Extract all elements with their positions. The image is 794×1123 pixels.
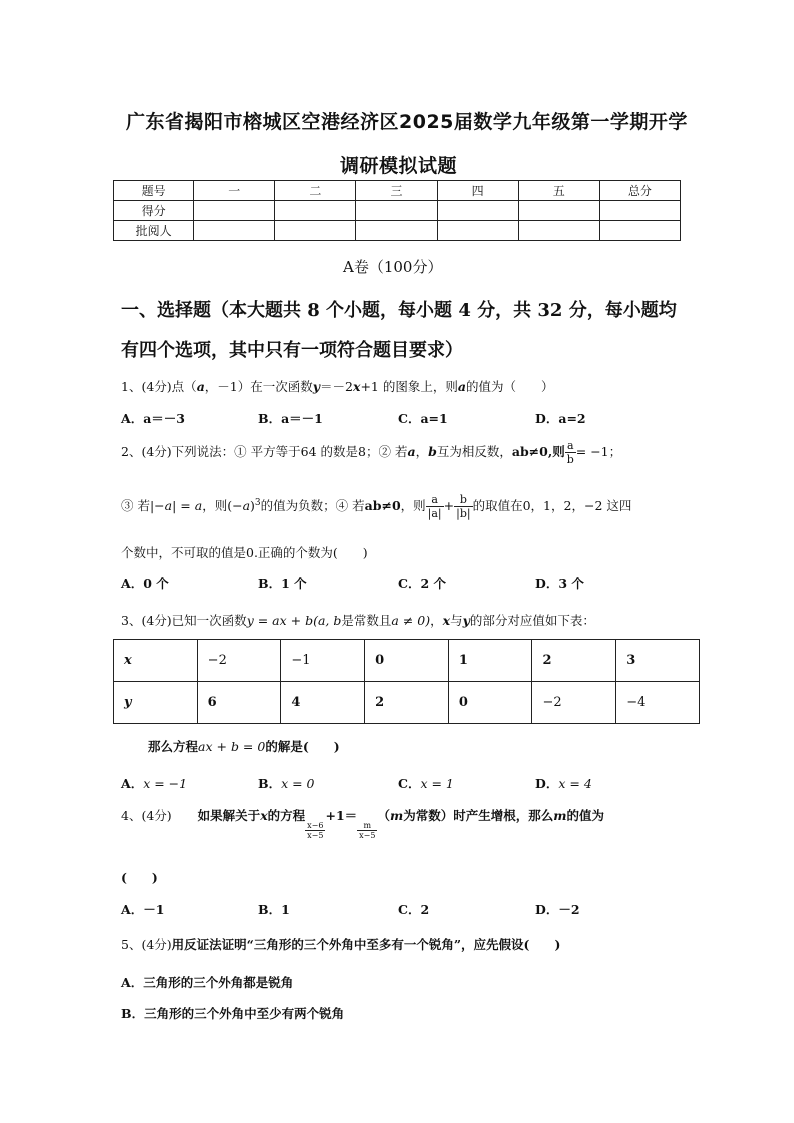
option-label: C． xyxy=(398,776,421,791)
score-header-cell: 二 xyxy=(275,181,356,201)
q2-text: ，则(− xyxy=(202,498,243,514)
score-table-header-row xyxy=(114,181,681,201)
option-text: 2 xyxy=(420,902,430,917)
q1-text: ＝－2 xyxy=(320,379,353,394)
option-label: A． xyxy=(121,776,144,791)
option-text: x = 4 xyxy=(558,776,592,791)
question-number: 4、(4分) xyxy=(121,808,172,823)
option-d[interactable] xyxy=(535,900,580,918)
question-4 xyxy=(121,806,604,840)
option-label: B． xyxy=(258,776,282,791)
q2-text: ，则 xyxy=(400,498,426,514)
option-label: D． xyxy=(535,576,559,591)
q2-text: ③ 若|− xyxy=(121,498,165,514)
score-cell xyxy=(518,221,599,241)
value-cell: 0 xyxy=(365,640,449,682)
option-text: x = 1 xyxy=(420,776,454,791)
value-table xyxy=(113,639,700,724)
q1-text: 的值为（ ） xyxy=(465,379,554,394)
q3-var: y xyxy=(462,613,470,628)
q2-text: ) xyxy=(250,498,255,514)
option-text: －1 xyxy=(143,902,165,917)
q1-text: +1 的图象上，则 xyxy=(360,379,458,394)
option-label: B． xyxy=(258,576,282,591)
score-header-cell: 五 xyxy=(518,181,599,201)
option-b[interactable] xyxy=(121,1004,344,1022)
q3-var: x xyxy=(442,613,451,628)
option-label: C． xyxy=(398,576,421,591)
value-cell: −2 xyxy=(197,640,281,682)
score-cell xyxy=(275,201,356,221)
option-c[interactable] xyxy=(398,900,429,918)
q2-text: ab≠0 xyxy=(364,498,401,514)
q3-text: 那么方程 xyxy=(148,739,199,754)
q3-text: 的解是( ) xyxy=(265,739,340,754)
score-cell xyxy=(437,221,518,241)
option-text: －2 xyxy=(558,902,580,917)
q4-text: 如果解关于 xyxy=(197,808,261,823)
q1-text: 点（ xyxy=(171,379,197,394)
question-5 xyxy=(121,935,560,953)
option-b[interactable] xyxy=(258,409,323,427)
question-4-answer-blank: ( ) xyxy=(121,870,158,885)
q2-exponent: 3 xyxy=(254,498,261,508)
q2-text: = −1； xyxy=(575,444,622,459)
score-cell xyxy=(437,201,518,221)
q2-fraction: $\frac{b}{|b|}$ xyxy=(456,493,471,521)
value-table-row-x xyxy=(114,640,700,682)
value-cell: 0 xyxy=(448,682,532,724)
q1-var: a xyxy=(457,379,466,394)
score-cell xyxy=(599,201,680,221)
q2-var: a xyxy=(242,498,251,514)
option-b[interactable] xyxy=(258,900,290,918)
score-cell xyxy=(275,221,356,241)
q2-fraction: $\frac{a}{|a|}$ xyxy=(427,493,442,521)
option-label: A． xyxy=(121,411,144,426)
q2-text: 的取值在0，1，2，−2 这四 xyxy=(472,498,632,514)
q1-var: x xyxy=(352,379,361,394)
q2-text: 的值为负数；④ 若 xyxy=(260,498,365,514)
value-cell: −4 xyxy=(616,682,700,724)
q1-var: a xyxy=(196,379,205,394)
question-2-line1 xyxy=(121,437,621,467)
score-table xyxy=(113,180,681,241)
option-a[interactable] xyxy=(121,774,187,792)
score-row-label: 批阅人 xyxy=(114,221,194,241)
question-2-line2 xyxy=(121,488,631,521)
score-table-row xyxy=(114,221,681,241)
q4-text: 的值为 xyxy=(566,808,604,823)
section-heading-line2: 有四个选项，其中只有一项符合题目要求） xyxy=(121,340,463,361)
q3-text: 是常数且 xyxy=(341,613,392,628)
q4-var: x xyxy=(260,808,268,823)
page-title-line2: 调研模拟试题 xyxy=(340,155,458,177)
q2-var: a xyxy=(194,498,203,514)
q3-formula: y = ax + b(a, b xyxy=(246,613,342,628)
question-number: 3、(4分) xyxy=(121,613,172,628)
score-header-cell: 总分 xyxy=(599,181,680,201)
value-cell: 3 xyxy=(616,640,700,682)
q4-fraction: $\frac{m}{x-5}$ xyxy=(359,821,376,840)
value-cell: 1 xyxy=(448,640,532,682)
option-label: A． xyxy=(121,576,144,591)
question-number: 2、(4分) xyxy=(121,444,172,459)
option-b[interactable] xyxy=(258,574,307,592)
question-number: 5、(4分) xyxy=(121,937,172,952)
q2-fraction: $\frac{a}{b}$ xyxy=(566,439,574,466)
q3-formula: ax + b = 0 xyxy=(198,739,266,754)
q2-text: 下列说法：① 平方等于64 的数是8；② 若 xyxy=(171,444,408,459)
q3-text: ， xyxy=(430,613,443,628)
q4-text: 的方程 xyxy=(267,808,306,823)
option-text: x = 0 xyxy=(281,776,315,791)
option-label: C． xyxy=(398,411,421,426)
q4-text: 为常数）时产生增根，那么 xyxy=(403,808,554,823)
score-cell xyxy=(599,221,680,241)
value-cell: −1 xyxy=(281,640,365,682)
question-2-line3: 个数中，不可取的值是0.正确的个数为( ) xyxy=(121,545,368,560)
option-a[interactable] xyxy=(121,574,169,592)
score-cell xyxy=(194,221,275,241)
score-header-cell: 四 xyxy=(437,181,518,201)
option-text: 三角形的三个外角中至少有两个锐角 xyxy=(144,1006,345,1021)
option-text: 3 个 xyxy=(558,576,584,591)
q3-formula: a ≠ 0) xyxy=(391,613,431,628)
score-header-cell: 三 xyxy=(356,181,437,201)
q2-text: 互为相反数， xyxy=(436,444,512,459)
q4-fraction: $\frac{x-6}{x-5}$ xyxy=(307,821,324,840)
value-cell: 2 xyxy=(365,682,449,724)
section-heading-line1: 一、选择题（本大题共 8 个小题，每小题 4 分，共 32 分，每小题均 xyxy=(121,300,677,321)
option-label: A． xyxy=(121,902,144,917)
score-row-label: 得分 xyxy=(114,201,194,221)
question-3 xyxy=(121,611,595,629)
q1-var: y xyxy=(312,379,321,394)
score-table-row xyxy=(114,201,681,221)
option-label: D． xyxy=(535,902,559,917)
option-label: D． xyxy=(535,411,559,426)
option-label: C． xyxy=(398,902,421,917)
option-d[interactable] xyxy=(535,409,586,427)
option-text: 1 个 xyxy=(281,576,307,591)
q2-text: + xyxy=(443,498,455,514)
option-text: a=2 xyxy=(558,411,586,426)
option-c[interactable] xyxy=(398,774,454,792)
option-b[interactable] xyxy=(258,774,315,792)
page-title-line1: 广东省揭阳市榕城区空港经济区2025届数学九年级第一学期开学 xyxy=(126,111,688,133)
option-label: B． xyxy=(121,1006,145,1021)
option-c[interactable] xyxy=(398,409,448,427)
question-1 xyxy=(121,377,553,395)
score-header-cell: 题号 xyxy=(114,181,194,201)
q4-text: （ xyxy=(377,808,390,823)
option-text: a＝－3 xyxy=(143,411,186,426)
value-cell: 4 xyxy=(281,682,365,724)
score-cell xyxy=(356,201,437,221)
option-label: B． xyxy=(258,902,282,917)
option-text: 0 个 xyxy=(143,576,169,591)
option-text: a＝－1 xyxy=(281,411,323,426)
question-3-followup xyxy=(148,737,340,755)
question-number: 1、(4分) xyxy=(121,379,172,394)
q2-var: a xyxy=(164,498,173,514)
value-table-label: x xyxy=(114,640,198,682)
option-text: 三角形的三个外角都是锐角 xyxy=(143,975,294,990)
q5-text: 用反证法证明“三角形的三个外角中至多有一个锐角”，应先假设( ) xyxy=(171,937,561,952)
q2-var: a xyxy=(407,444,416,459)
option-label: A． xyxy=(121,975,144,990)
option-c[interactable] xyxy=(398,574,446,592)
option-text: 1 xyxy=(281,902,290,917)
q2-text: | = xyxy=(172,498,195,514)
q1-text: ，－1）在一次函数 xyxy=(204,379,313,394)
option-text: a=1 xyxy=(420,411,448,426)
score-header-cell: 一 xyxy=(194,181,275,201)
option-text: 2 个 xyxy=(420,576,447,591)
score-cell xyxy=(194,201,275,221)
q3-text: 已知一次函数 xyxy=(171,613,247,628)
option-text: x = −1 xyxy=(143,776,188,791)
option-a[interactable] xyxy=(121,973,293,991)
score-cell xyxy=(356,221,437,241)
q2-text: ab≠0,则 xyxy=(511,444,565,459)
q4-text: +1＝ xyxy=(325,808,358,823)
option-d[interactable] xyxy=(535,574,584,592)
q4-var: m xyxy=(389,808,404,823)
value-cell: 6 xyxy=(197,682,281,724)
value-table-row-y xyxy=(114,682,700,724)
value-table-label: y xyxy=(114,682,198,724)
q3-text: 与 xyxy=(450,613,463,628)
volume-heading: A卷（100分） xyxy=(343,258,443,276)
value-cell: −2 xyxy=(532,682,616,724)
value-cell: 2 xyxy=(532,640,616,682)
q2-var: b xyxy=(428,444,437,459)
option-d[interactable] xyxy=(535,774,592,792)
q3-text: 的部分对应值如下表： xyxy=(469,613,595,628)
score-cell xyxy=(518,201,599,221)
option-label: B． xyxy=(258,411,282,426)
option-a[interactable] xyxy=(121,900,164,918)
q2-text: ， xyxy=(415,444,429,459)
q4-var: m xyxy=(553,808,567,823)
option-label: D． xyxy=(535,776,559,791)
option-a[interactable] xyxy=(121,409,185,427)
